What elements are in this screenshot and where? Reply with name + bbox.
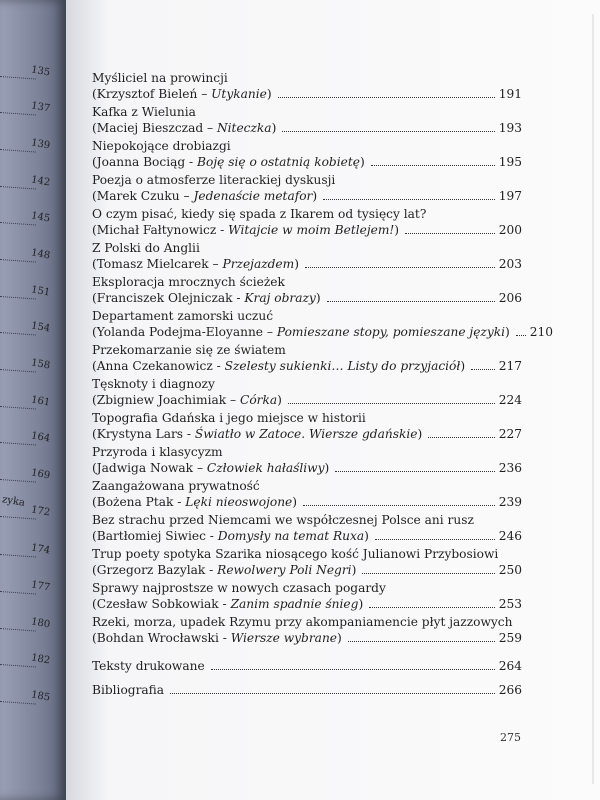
entry-author: (Anna Czekanowicz - Szelesty sukienki… Listy do przyjaciół) xyxy=(92,359,466,374)
dot-leader xyxy=(211,669,495,670)
dot-leader xyxy=(375,539,495,540)
left-toc-entry: 145 xyxy=(0,218,50,238)
entry-title: Topografia Gdańska i jego miejsce w historii xyxy=(92,411,366,425)
toc-entry xyxy=(92,206,522,239)
entry-page-number: 200 xyxy=(498,223,522,238)
entry-title: Teksty drukowane xyxy=(92,659,205,673)
left-toc-entry: 174 xyxy=(0,550,50,570)
entry-title: Tęsknoty i diagnozy xyxy=(92,377,215,391)
entry-book: Kraj obrazy xyxy=(244,291,316,306)
dot-leader xyxy=(327,301,495,302)
dot-leader xyxy=(428,437,495,438)
entry-page-number: 266 xyxy=(498,683,522,697)
dot-leader xyxy=(170,693,495,694)
entry-author: (Bożena Ptak - Lęki nieoswojone) xyxy=(92,495,298,510)
entry-page-number: 193 xyxy=(498,121,522,136)
entry-author: (Krzysztof Bieleń – Utykanie) xyxy=(92,87,272,102)
entry-page-number: 246 xyxy=(498,529,522,544)
entry-title: Trup poety spotyka Szarika niosącego kość Julianowi Przybosiowi xyxy=(92,547,499,561)
entry-page-number: 197 xyxy=(498,189,522,204)
entry-book: Boję się o ostatnią kobietę xyxy=(197,155,360,170)
left-toc-entry: 185 xyxy=(0,697,50,717)
entry-title: O czym pisać, kiedy się spada z Ikarem od tysięcy lat? xyxy=(92,207,427,221)
entry-book: Przejazdem xyxy=(222,257,295,272)
entry-author: (Czesław Sobkowiak - Zanim spadnie śnieg) xyxy=(92,597,364,612)
left-toc-entry: 180 xyxy=(0,624,50,644)
dot-leader xyxy=(323,199,495,200)
toc-entry xyxy=(92,614,522,647)
entry-book: Szelesty sukienki… Listy do przyjaciół xyxy=(224,359,461,374)
toc-entry xyxy=(92,138,522,171)
entry-title: Przyroda i klasycyzm xyxy=(92,445,223,459)
entry-title: Sprawy najprostsze w nowych czasach pogardy xyxy=(92,581,386,595)
left-toc-entry: 151 xyxy=(0,292,50,312)
entry-author: (Marek Czuku – Jedenaście metafor) xyxy=(92,189,318,204)
toc-entry xyxy=(92,478,522,511)
toc-entry xyxy=(92,308,554,341)
toc-entry-texts xyxy=(92,658,522,674)
entry-title: Departament zamorski uczuć xyxy=(92,309,274,323)
left-toc-entry: 148 xyxy=(0,255,50,275)
entry-author: (Krystyna Lars - Światło w Zatoce. Wiersze gdańskie) xyxy=(92,427,423,442)
left-toc-entry: 164 xyxy=(0,438,50,458)
entry-page-number: 224 xyxy=(498,393,522,408)
toc-entry xyxy=(92,342,522,375)
dot-leader xyxy=(405,233,495,234)
entry-page-number: 195 xyxy=(498,155,522,170)
dot-leader xyxy=(278,97,495,98)
entry-title: Bez strachu przed Niemcami we współczesnej Polsce ani rusz xyxy=(92,513,474,527)
left-toc-entry: 142 xyxy=(0,182,50,202)
entry-title: Rzeki, morza, upadek Rzymu przy akompaniamencie płyt jazzowych xyxy=(92,615,513,629)
dot-leader xyxy=(303,505,495,506)
entry-author: (Tomasz Mielcarek – Przejazdem) xyxy=(92,257,299,272)
dot-leader xyxy=(369,607,495,608)
dot-leader xyxy=(288,403,495,404)
entry-page-number: 250 xyxy=(498,563,522,578)
dot-leader xyxy=(362,573,494,574)
toc-entry xyxy=(92,376,522,409)
dot-leader xyxy=(305,267,495,268)
entry-book: Wiersze wybrane xyxy=(230,631,338,646)
entry-author: (Bartłomiej Siwiec - Domysły na temat Ruxa) xyxy=(92,529,369,544)
entry-page-number: 253 xyxy=(498,597,522,612)
entry-title: Zaangażowana prywatność xyxy=(92,479,260,493)
entry-title: Eksploracja mrocznych ścieżek xyxy=(92,275,285,289)
entry-book: Niteczka xyxy=(217,121,272,136)
entry-page-number: 239 xyxy=(498,495,522,510)
page-number: 275 xyxy=(500,731,521,744)
entry-page-number: 227 xyxy=(498,427,522,442)
toc-entry xyxy=(92,546,522,579)
entry-book: Jedenaście metafor xyxy=(193,189,313,204)
entry-author: (Joanna Bociąg - Boję się o ostatnią kobietę) xyxy=(92,155,365,170)
entry-author: (Michał Fałtynowicz - Witajcie w moim Betlejem!) xyxy=(92,223,400,238)
entry-book: Lęki nieoswojone xyxy=(185,495,293,510)
toc-entry xyxy=(92,410,522,443)
toc-entry xyxy=(92,70,522,103)
entry-page-number: 203 xyxy=(498,257,522,272)
left-toc-entry: 182 xyxy=(0,660,50,680)
toc-entry xyxy=(92,240,522,273)
left-overflow-text: zyka xyxy=(1,494,26,509)
left-toc-entry: 158 xyxy=(0,365,50,385)
dot-leader xyxy=(371,165,495,166)
left-toc-entry: 172 xyxy=(0,512,50,532)
entry-author: (Grzegorz Bazylak - Rewolwery Poli Negri) xyxy=(92,563,357,578)
entry-page-number: 217 xyxy=(498,359,522,374)
toc-entry xyxy=(92,512,522,545)
entry-book: Utykanie xyxy=(211,87,267,102)
dot-leader xyxy=(348,641,495,642)
entry-title: Przekomarzanie się ze światem xyxy=(92,343,286,357)
entry-author: (Bohdan Wrocławski - Wiersze wybrane) xyxy=(92,631,342,646)
entry-page-number: 210 xyxy=(529,325,554,340)
entry-title: Kafka z Wielunia xyxy=(92,105,196,119)
entry-page-number: 191 xyxy=(498,87,522,102)
entry-book: Rewolwery Poli Negri xyxy=(217,563,352,578)
toc-entry xyxy=(92,172,522,205)
left-facing-page xyxy=(0,0,66,800)
entry-title: Bibliografia xyxy=(92,683,165,697)
left-toc-entry: 135 xyxy=(0,72,50,92)
left-toc-entry: 177 xyxy=(0,587,50,607)
dot-leader xyxy=(335,471,495,472)
entry-author: (Zbigniew Joachimiak – Córka) xyxy=(92,393,282,408)
entry-book: Zanim spadnie śnieg xyxy=(230,597,359,612)
left-toc-entry: 139 xyxy=(0,145,50,165)
entry-title: Z Polski do Anglii xyxy=(92,241,200,255)
entry-page-number: 236 xyxy=(498,461,522,476)
entry-page-number: 206 xyxy=(498,291,522,306)
toc-entry-bibliography xyxy=(92,682,522,698)
entry-page-number: 259 xyxy=(498,631,522,646)
left-toc-entry: 137 xyxy=(0,108,50,128)
entry-title: Poezja o atmosferze literackiej dyskusji xyxy=(92,173,336,187)
dot-leader xyxy=(282,131,494,132)
entry-book: Witajcie w moim Betlejem! xyxy=(228,223,395,238)
left-toc-entry: 154 xyxy=(0,328,50,348)
entry-book: Domysły na temat Ruxa xyxy=(217,529,365,544)
toc-entry xyxy=(92,104,522,137)
toc-entry xyxy=(92,274,522,307)
entry-author: (Yolanda Podejma-Eloyanne – Pomieszane stopy, pomieszane języki) xyxy=(92,325,510,340)
dot-leader xyxy=(471,369,495,370)
entry-book: Córka xyxy=(240,393,278,408)
toc-entry xyxy=(92,580,522,613)
toc-entry xyxy=(92,444,522,477)
dot-leader xyxy=(516,335,526,336)
right-page xyxy=(66,0,600,800)
entry-title: Myśliciel na prowincji xyxy=(92,71,228,85)
entry-author: (Maciej Bieszczad – Niteczka) xyxy=(92,121,277,136)
entry-title: Niepokojące drobiazgi xyxy=(92,139,231,153)
left-toc-entry: 161 xyxy=(0,402,50,422)
entry-author: (Jadwiga Nowak – Człowiek hałaśliwy) xyxy=(92,461,330,476)
entry-book: Pomieszane stopy, pomieszane języki xyxy=(276,325,506,340)
entry-page-number: 264 xyxy=(498,659,522,673)
entry-author: (Franciszek Olejniczak - Kraj obrazy) xyxy=(92,291,321,306)
entry-book: Człowiek hałaśliwy xyxy=(206,461,325,476)
entry-book: Światło w Zatoce. Wiersze gdańskie xyxy=(194,427,418,442)
left-toc-entry: 169 xyxy=(0,475,50,495)
